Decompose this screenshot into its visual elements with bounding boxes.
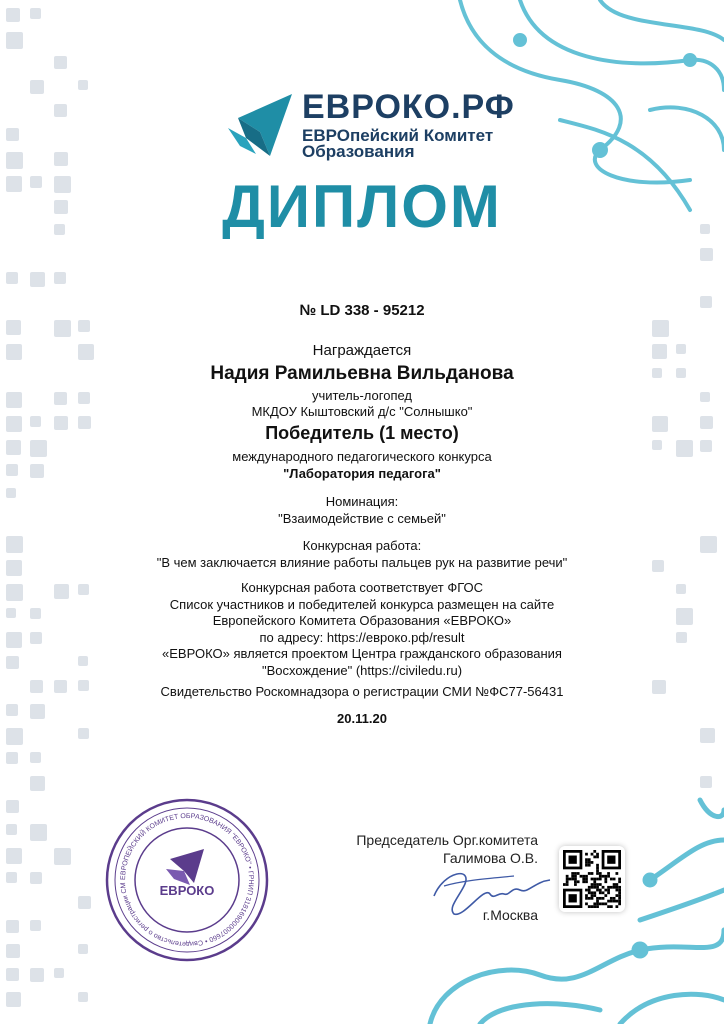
diploma-date: 20.11.20 [337,711,387,726]
work-value: "В чем заключается влияние работы пальцев рук на развитие речи" [156,555,568,570]
decor-square [30,824,47,841]
decor-square [54,272,66,284]
decor-square [6,32,23,49]
awarded-label: Награждается [312,342,412,359]
decor-square [6,440,21,455]
nomination-label: Номинация: [325,494,399,509]
decor-square [78,80,88,90]
decor-square [700,296,712,308]
decor-square [78,944,88,954]
decor-square [78,320,90,332]
decor-square [700,440,712,452]
decor-square [6,560,22,576]
organization-stamp [104,797,270,963]
contest-type: международного педагогического конкурса [232,449,492,464]
decor-square [6,416,22,432]
svg-text:ЕВРОПЕЙСКИЙ КОМИТЕТ ОБРАЗОВАНИ: ЕВРОПЕЙСКИЙ КОМИТЕТ ОБРАЗОВАНИЯ "ЕВРОКО" • ГРНИП 318169000007660 • Свидетельство о регистрации СМ [119,812,255,948]
decor-square [700,416,713,429]
decor-square [30,872,42,884]
decor-square [78,728,89,739]
decor-square [6,704,18,716]
decor-square [78,896,91,909]
decor-square [700,776,712,788]
work-label: Конкурсная работа: [302,538,422,553]
logo-subtitle-line2: Образования [302,142,415,161]
decor-square [6,632,22,648]
decor-square [6,8,20,22]
diploma-number: № LD 338 - 95212 [299,302,425,319]
recipient-organization: МКДОУ Кыштовский д/с "Солнышко" [251,404,473,419]
info-line: Список участников и победителей конкурса размещен на сайте [169,596,555,612]
decor-square [6,488,16,498]
stamp-seal-graphic [104,797,270,963]
logo-title: ЕВРОКО.РФ [302,88,515,126]
decor-square [54,848,71,865]
info-line: Европейского Комитета Образования «ЕВРОКО» [212,613,512,628]
chairman-title: Председатель Орг.комитета [356,832,538,848]
decor-square [54,320,71,337]
decor-square [6,584,23,601]
decor-square [6,728,23,745]
city-label: г.Москва [482,907,538,923]
decor-square [6,824,17,835]
decor-square [6,752,18,764]
decor-square [30,968,44,982]
qr-code[interactable] [559,846,625,912]
decor-square [6,848,22,864]
decor-square [6,800,19,813]
info-line: "Восхождение" (https://civiledu.ru) [261,662,463,678]
decor-square [30,272,45,287]
decor-square [700,392,710,402]
decor-square [30,80,44,94]
decor-square [652,320,669,337]
decor-square [6,320,21,335]
decor-square [700,728,715,743]
decor-square [700,248,713,261]
decor-square [6,944,20,958]
decor-square [30,752,41,763]
decor-square [6,992,21,1007]
stamp-center-label: ЕВРОКО [159,883,215,898]
info-line: по адресу: https://евроко.рф/result [259,629,465,645]
decor-square [6,272,18,284]
diploma-heading: ДИПЛОМ [222,173,502,240]
decor-square [30,776,45,791]
decor-square [54,968,64,978]
decor-square [78,992,88,1002]
decor-square [6,608,16,618]
info-line: «ЕВРОКО» является проектом Центра гражданского образования [162,646,562,661]
chairman-name: Галимова О.В. [443,850,538,866]
nomination-value: "Взаимодействие с семьей" [278,511,446,526]
recipient-name: Надия Рамильевна Вильданова [210,363,514,384]
contest-name: "Лаборатория педагога" [283,466,441,481]
decor-square [6,968,19,981]
info-block [40,580,684,679]
decor-square [6,392,22,408]
decor-square [54,56,67,69]
decor-square [6,344,22,360]
info-line: Конкурсная работа соответствует ФГОС [240,580,484,595]
logo-arrow-icon [226,88,296,160]
decor-square [30,920,41,931]
decor-square [6,872,17,883]
decor-square [6,128,19,141]
decor-square [6,152,23,169]
decor-square [54,152,68,166]
evroko-logo [226,88,515,161]
decor-square [6,656,19,669]
logo-subtitle-line1: ЕВРОпейский Комитет [302,126,494,145]
registration-text: Свидетельство Роскомнадзора о регистрации СМИ №ФС77-56431 [160,684,564,699]
decor-square [6,920,19,933]
decor-square [54,104,67,117]
decor-square [700,536,717,553]
qr-code-pattern [563,850,621,908]
decor-square [6,536,23,553]
decor-square [30,8,41,19]
result-title: Победитель (1 место) [265,423,459,443]
recipient-position: учитель-логопед [311,388,413,403]
decor-square [6,464,18,476]
